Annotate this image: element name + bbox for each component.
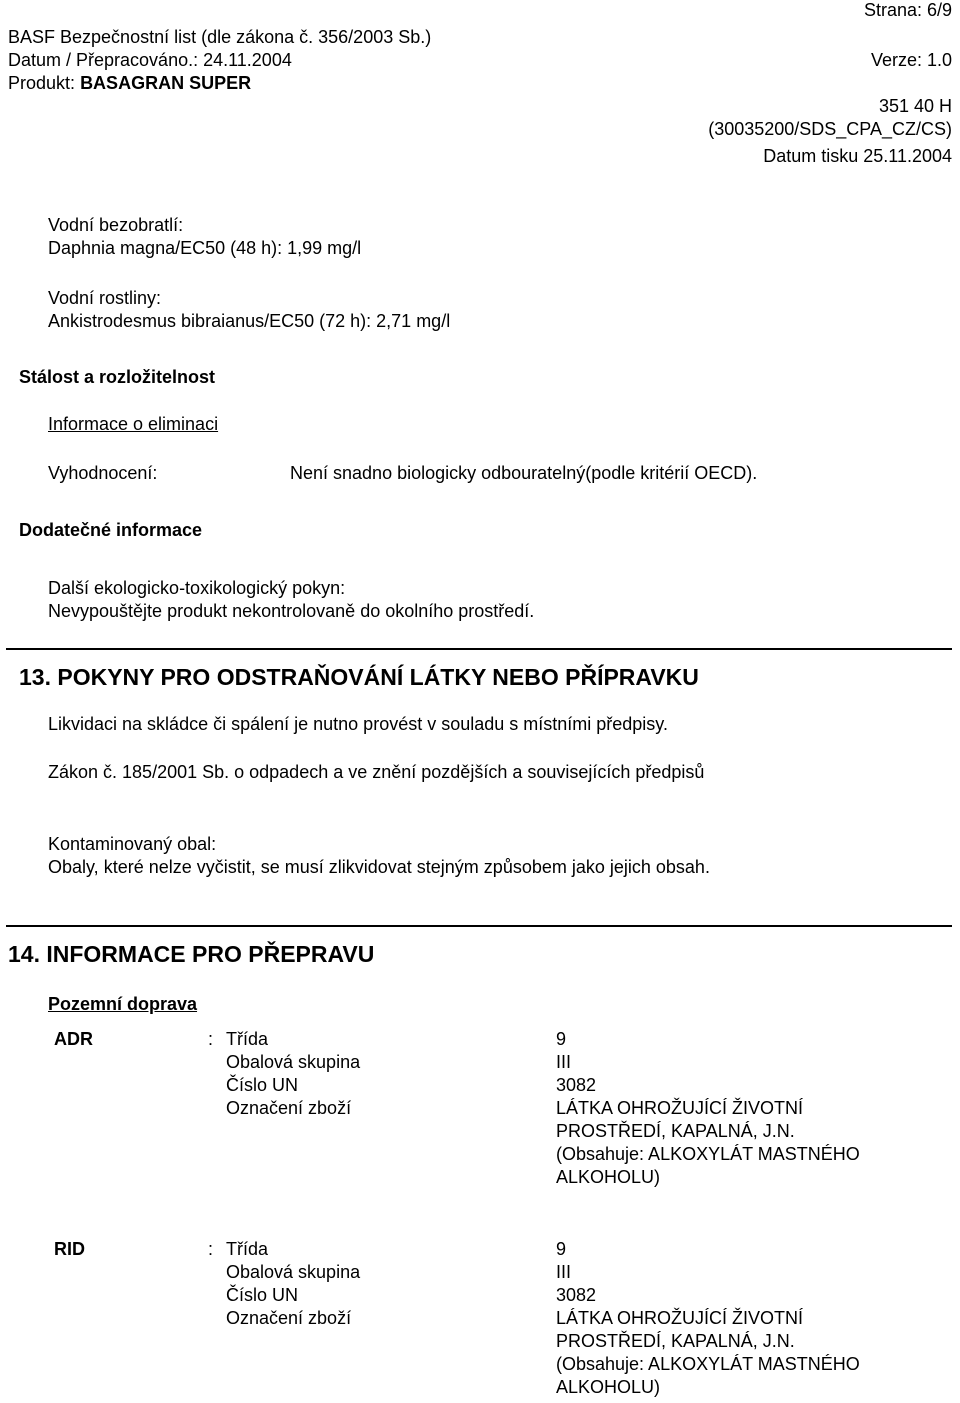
- goods-line: (Obsahuje: ALKOXYLÁT MASTNÉHO: [556, 1354, 860, 1374]
- version: Verze: 1.0: [870, 50, 952, 70]
- goods-line: PROSTŘEDÍ, KAPALNÁ, J.N.: [556, 1331, 795, 1351]
- packaging-label: Kontaminovaný obal:: [48, 834, 217, 854]
- class-label: Třída: [226, 1239, 269, 1259]
- section-divider: [6, 648, 952, 650]
- goods-label: Označení zboží: [226, 1308, 352, 1328]
- transport-code: RID: [54, 1239, 85, 1259]
- page-number: Strana: 6/9: [863, 0, 952, 20]
- section-13-heading: 13. POKYNY PRO ODSTRAŇOVÁNÍ LÁTKY NEBO PŘÍPRAVKU: [19, 664, 699, 690]
- additional-info-heading: Dodatečné informace: [19, 520, 203, 540]
- land-transport-heading: Pozemní doprava: [48, 994, 198, 1014]
- product-label: Produkt:: [8, 73, 76, 93]
- goods-line: PROSTŘEDÍ, KAPALNÁ, J.N.: [556, 1121, 795, 1141]
- transport-code: ADR: [54, 1029, 93, 1049]
- goods-line: LÁTKA OHROŽUJÍCÍ ŽIVOTNÍ: [556, 1308, 804, 1328]
- plants-value: Ankistrodesmus bibraianus/EC50 (72 h): 2,71 mg/l: [48, 311, 451, 331]
- colon: :: [208, 1239, 214, 1259]
- colon: :: [208, 1029, 214, 1049]
- plants-label: Vodní rostliny:: [48, 288, 162, 308]
- section-divider: [6, 925, 952, 927]
- product-name: BASAGRAN SUPER: [80, 73, 252, 93]
- disposal-line1: Likvidaci na skládce či spálení je nutno provést v souladu s místními předpisy.: [48, 714, 668, 734]
- packing-group-value: III: [556, 1262, 572, 1282]
- packing-group-value: III: [556, 1052, 572, 1072]
- invertebrates-value: Daphnia magna/EC50 (48 h): 1,99 mg/l: [48, 238, 362, 258]
- un-number-label: Číslo UN: [226, 1285, 299, 1305]
- additional-info-line1: Další ekologicko-toxikologický pokyn:: [48, 578, 346, 598]
- evaluation-value: Není snadno biologicky odbouratelný(podle kritérií OECD).: [290, 463, 758, 483]
- goods-line: (Obsahuje: ALKOXYLÁT MASTNÉHO: [556, 1144, 860, 1164]
- un-number-value: 3082: [556, 1285, 597, 1305]
- packaging-value: Obaly, které nelze vyčistit, se musí zlikvidovat stejným způsobem jako jejich obsah.: [48, 857, 710, 877]
- additional-info-line2: Nevypouštějte produkt nekontrolovaně do okolního prostředí.: [48, 601, 535, 621]
- goods-line: ALKOHOLU): [556, 1377, 661, 1397]
- document-title: BASF Bezpečnostní list (dle zákona č. 356/2003 Sb.): [8, 27, 432, 47]
- revision-date: Datum / Přepracováno.: 24.11.2004: [8, 50, 292, 70]
- goods-label: Označení zboží: [226, 1098, 352, 1118]
- class-value: 9: [556, 1239, 567, 1259]
- un-number-label: Číslo UN: [226, 1075, 299, 1095]
- class-label: Třída: [226, 1029, 269, 1049]
- product-code: 351 40 H: [878, 96, 952, 116]
- invertebrates-label: Vodní bezobratlí:: [48, 215, 184, 235]
- goods-line: LÁTKA OHROŽUJÍCÍ ŽIVOTNÍ: [556, 1098, 804, 1118]
- packing-group-label: Obalová skupina: [226, 1052, 361, 1072]
- goods-line: ALKOHOLU): [556, 1167, 661, 1187]
- packing-group-label: Obalová skupina: [226, 1262, 361, 1282]
- section-14-heading: 14. INFORMACE PRO PŘEPRAVU: [8, 941, 375, 967]
- evaluation-label: Vyhodnocení:: [48, 463, 158, 483]
- class-value: 9: [556, 1029, 567, 1049]
- document-reference: (30035200/SDS_CPA_CZ/CS): [708, 119, 952, 139]
- print-date: Datum tisku 25.11.2004: [763, 146, 952, 166]
- disposal-line2: Zákon č. 185/2001 Sb. o odpadech a ve znění pozdějších a souvisejících předpisů: [48, 762, 705, 782]
- persistence-heading: Stálost a rozložitelnost: [19, 367, 216, 387]
- product-line: [8, 72, 251, 95]
- un-number-value: 3082: [556, 1075, 597, 1095]
- elimination-label: Informace o eliminaci: [48, 414, 219, 434]
